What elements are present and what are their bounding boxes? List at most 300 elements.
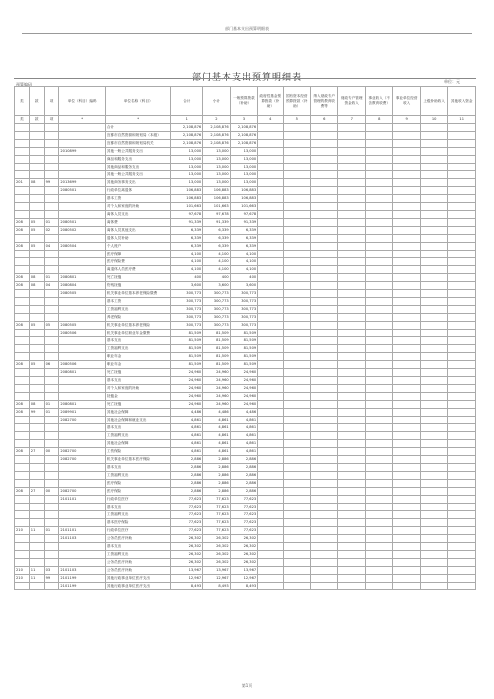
cell-empty <box>311 203 338 211</box>
cell-subtotal: 4,100 <box>203 250 230 258</box>
cell-sub <box>44 147 59 155</box>
cell-unit-name: 商品和服务支出 <box>105 155 171 163</box>
cell-empty <box>393 210 420 218</box>
cell-total: 81,509 <box>171 361 203 369</box>
cell-sub: 99 <box>44 179 59 187</box>
cell-general-budget: 13,000 <box>230 163 257 171</box>
cell-unit-code: 2082700 <box>59 456 106 464</box>
cell-empty <box>338 574 365 582</box>
cell-item <box>29 139 44 147</box>
cell-total: 4,100 <box>171 250 203 258</box>
cell-empty <box>420 345 447 353</box>
cell-unit-name: 养老保险 <box>105 313 171 321</box>
cell-unit-code: 2080506 <box>59 329 106 337</box>
cell-empty <box>311 210 338 218</box>
cell-empty <box>258 234 283 242</box>
cell-empty <box>393 566 420 574</box>
cell-empty <box>311 282 338 290</box>
cell-empty <box>448 558 476 566</box>
cell-empty <box>311 187 338 195</box>
cell-empty <box>393 527 420 535</box>
cell-general-budget: 2,886 <box>230 471 257 479</box>
cell-item <box>29 155 44 163</box>
cell-empty <box>365 155 392 163</box>
cell-subtotal: 6,339 <box>203 234 230 242</box>
cell-class <box>15 558 30 566</box>
cell-empty <box>258 242 283 250</box>
org-label: 预算编码 <box>16 82 32 87</box>
cell-class: 208 <box>15 408 30 416</box>
cell-subtotal: 97,678 <box>203 210 230 218</box>
cell-empty <box>311 329 338 337</box>
cell-unit-code: 2010899 <box>59 147 106 155</box>
cell-unit-name: 基本支出 <box>105 463 171 471</box>
cell-empty <box>311 266 338 274</box>
cell-empty <box>393 456 420 464</box>
cell-general-budget: 12,967 <box>230 574 257 582</box>
cell-empty <box>311 345 338 353</box>
cell-subtotal: 106,883 <box>203 187 230 195</box>
cell-empty <box>311 369 338 377</box>
cell-empty <box>338 535 365 543</box>
cell-empty <box>393 187 420 195</box>
cell-empty <box>311 487 338 495</box>
cell-empty <box>283 495 310 503</box>
cell-empty <box>283 566 310 574</box>
cell-item <box>29 550 44 558</box>
cell-empty <box>365 566 392 574</box>
cell-empty <box>393 313 420 321</box>
cell-unit-name: 工伤保险 <box>105 448 171 456</box>
cell-empty <box>311 574 338 582</box>
cell-unit-name: 医疗保障 <box>105 250 171 258</box>
cell-empty <box>393 266 420 274</box>
cell-empty <box>258 424 283 432</box>
cell-empty <box>365 313 392 321</box>
cell-unit-name: 工资福利支出 <box>105 345 171 353</box>
cell-item <box>29 353 44 361</box>
cell-sub <box>44 345 59 353</box>
cell-general-budget: 26,302 <box>230 550 257 558</box>
cell-unit-name: 离退休人员医疗费 <box>105 266 171 274</box>
cell-class <box>15 147 30 155</box>
cell-empty <box>311 519 338 527</box>
table-row <box>15 558 476 566</box>
cell-empty <box>338 440 365 448</box>
cell-total: 77,623 <box>171 503 203 511</box>
cell-empty <box>338 519 365 527</box>
cell-empty <box>365 471 392 479</box>
cell-empty <box>283 163 310 171</box>
cell-empty <box>283 329 310 337</box>
cell-empty <box>283 131 310 139</box>
cell-unit-code <box>59 203 106 211</box>
cell-class <box>15 131 30 139</box>
cell-general-budget: 8,493 <box>230 582 257 590</box>
cell-total: 77,623 <box>171 511 203 519</box>
cell-empty <box>420 226 447 234</box>
cell-empty <box>365 195 392 203</box>
cell-subtotal: 77,623 <box>203 527 230 535</box>
cell-class <box>15 479 30 487</box>
cell-unit-code <box>59 337 106 345</box>
cell-empty <box>420 440 447 448</box>
cell-empty <box>258 147 283 155</box>
cell-empty <box>420 392 447 400</box>
cell-empty <box>448 321 476 329</box>
cell-class <box>15 290 30 298</box>
cell-unit-code: 2101101 <box>59 495 106 503</box>
col-code: 2 <box>203 116 230 124</box>
cell-empty <box>448 234 476 242</box>
cell-unit-code <box>59 543 106 551</box>
cell-subtotal: 2,886 <box>203 463 230 471</box>
cell-empty <box>311 495 338 503</box>
cell-empty <box>338 290 365 298</box>
cell-subtotal: 26,302 <box>203 558 230 566</box>
cell-class <box>15 463 30 471</box>
cell-item <box>29 329 44 337</box>
cell-empty <box>311 179 338 187</box>
cell-total: 6,339 <box>171 226 203 234</box>
cell-general-budget: 2,886 <box>230 487 257 495</box>
cell-unit-name: 个人账户 <box>105 242 171 250</box>
cell-class <box>15 440 30 448</box>
cell-subtotal: 13,000 <box>203 147 230 155</box>
cell-empty <box>448 187 476 195</box>
cell-empty <box>311 242 338 250</box>
cell-general-budget: 13,000 <box>230 147 257 155</box>
cell-empty <box>420 408 447 416</box>
cell-empty <box>283 511 310 519</box>
cell-subtotal: 2,886 <box>203 456 230 464</box>
cell-empty <box>420 131 447 139</box>
cell-unit-name: 医疗保险 <box>105 479 171 487</box>
cell-empty <box>420 400 447 408</box>
cell-empty <box>311 131 338 139</box>
cell-subtotal: 77,623 <box>203 511 230 519</box>
cell-class <box>15 432 30 440</box>
cell-empty <box>365 543 392 551</box>
cell-sub <box>44 139 59 147</box>
cell-empty <box>393 234 420 242</box>
cell-empty <box>311 463 338 471</box>
cell-total: 81,509 <box>171 353 203 361</box>
cell-empty <box>283 266 310 274</box>
cell-empty <box>338 274 365 282</box>
cell-empty <box>365 179 392 187</box>
table-row <box>15 345 476 353</box>
cell-class <box>15 424 30 432</box>
budget-table <box>14 86 476 590</box>
cell-empty <box>283 361 310 369</box>
cell-empty <box>311 440 338 448</box>
cell-item <box>29 519 44 527</box>
cell-empty <box>420 290 447 298</box>
cell-subtotal: 81,509 <box>203 337 230 345</box>
cell-empty <box>448 566 476 574</box>
cell-empty <box>420 543 447 551</box>
cell-unit-name: 死亡抚恤 <box>105 274 171 282</box>
cell-unit-code: 2101103 <box>59 535 106 543</box>
cell-empty <box>365 139 392 147</box>
cell-item: 08 <box>29 400 44 408</box>
cell-empty <box>283 234 310 242</box>
cell-empty <box>365 329 392 337</box>
cell-empty <box>448 353 476 361</box>
cell-unit-name: 工资福利支出 <box>105 305 171 313</box>
cell-subtotal: 77,623 <box>203 519 230 527</box>
col-code: 9 <box>393 116 420 124</box>
col-total: 合计 <box>171 87 203 116</box>
cell-unit-name: 职业年金 <box>105 361 171 369</box>
cell-empty <box>258 471 283 479</box>
cell-total: 2,886 <box>171 479 203 487</box>
cell-unit-code: 2013699 <box>59 179 106 187</box>
cell-empty <box>393 147 420 155</box>
cell-empty <box>283 250 310 258</box>
cell-empty <box>338 377 365 385</box>
cell-unit-code: 2101101 <box>59 527 106 535</box>
table-row <box>15 210 476 218</box>
cell-unit-code: 2080505 <box>59 290 106 298</box>
cell-empty <box>448 210 476 218</box>
cell-empty <box>338 203 365 211</box>
cell-empty <box>393 440 420 448</box>
cell-class <box>15 535 30 543</box>
cell-empty <box>258 535 283 543</box>
cell-empty <box>311 424 338 432</box>
cell-empty <box>338 210 365 218</box>
cell-unit-code <box>59 131 106 139</box>
cell-empty <box>283 274 310 282</box>
cell-general-budget: 26,302 <box>230 543 257 551</box>
cell-empty <box>448 266 476 274</box>
cell-empty <box>283 139 310 147</box>
cell-empty <box>365 487 392 495</box>
cell-empty <box>393 503 420 511</box>
table-row <box>15 179 476 187</box>
cell-sub: 02 <box>44 226 59 234</box>
table-row <box>15 187 476 195</box>
table-row <box>15 313 476 321</box>
cell-empty <box>393 163 420 171</box>
cell-unit-name: 其他社会保障 <box>105 440 171 448</box>
cell-empty <box>338 321 365 329</box>
cell-total: 2,886 <box>171 471 203 479</box>
table-row <box>15 574 476 582</box>
cell-empty <box>283 487 310 495</box>
cell-unit-name: 退休人员补助 <box>105 234 171 242</box>
cell-empty <box>338 131 365 139</box>
table-row <box>15 321 476 329</box>
cell-empty <box>420 503 447 511</box>
cell-empty <box>258 369 283 377</box>
cell-subtotal: 24,960 <box>203 384 230 392</box>
cell-empty <box>365 416 392 424</box>
cell-sub: 05 <box>44 321 59 329</box>
cell-sub <box>44 353 59 361</box>
cell-empty <box>448 574 476 582</box>
cell-unit-code <box>59 305 106 313</box>
cell-general-budget: 81,509 <box>230 329 257 337</box>
header-rule <box>22 33 472 34</box>
table-row <box>15 582 476 590</box>
cell-item <box>29 392 44 400</box>
cell-empty <box>311 558 338 566</box>
cell-sub <box>44 511 59 519</box>
cell-unit-code <box>59 558 106 566</box>
cell-sub <box>44 582 59 590</box>
cell-unit-code <box>59 313 106 321</box>
cell-sub: 99 <box>44 574 59 582</box>
cell-total: 77,623 <box>171 527 203 535</box>
cell-empty <box>420 234 447 242</box>
cell-general-budget: 13,000 <box>230 179 257 187</box>
cell-empty <box>393 519 420 527</box>
cell-empty <box>283 218 310 226</box>
cell-empty <box>420 171 447 179</box>
cell-unit-code <box>59 511 106 519</box>
cell-class: 210 <box>15 574 30 582</box>
cell-empty <box>338 258 365 266</box>
cell-class <box>15 543 30 551</box>
cell-general-budget: 2,108,876 <box>230 124 257 132</box>
col-unit-name: 单位名称（科目） <box>105 87 171 116</box>
cell-item <box>29 369 44 377</box>
cell-empty <box>420 574 447 582</box>
cell-general-budget: 4,861 <box>230 432 257 440</box>
cell-unit-name: 机关事业单位职业年金缴费 <box>105 329 171 337</box>
cell-class <box>15 313 30 321</box>
cell-class <box>15 210 30 218</box>
cell-empty <box>448 179 476 187</box>
cell-total: 300,773 <box>171 313 203 321</box>
cell-empty <box>365 242 392 250</box>
cell-general-budget: 2,886 <box>230 463 257 471</box>
cell-class: 208 <box>15 218 30 226</box>
cell-empty <box>283 147 310 155</box>
cell-total: 4,100 <box>171 258 203 266</box>
cell-empty <box>365 163 392 171</box>
cell-empty <box>258 195 283 203</box>
cell-empty <box>393 131 420 139</box>
cell-sub: 01 <box>44 408 59 416</box>
cell-empty <box>338 353 365 361</box>
table-row <box>15 353 476 361</box>
cell-sub <box>44 337 59 345</box>
cell-class: 208 <box>15 487 30 495</box>
cell-general-budget: 2,886 <box>230 456 257 464</box>
cell-total: 2,108,876 <box>171 131 203 139</box>
cell-unit-code: 2080801 <box>59 369 106 377</box>
cell-class <box>15 234 30 242</box>
cell-subtotal: 2,886 <box>203 479 230 487</box>
cell-empty <box>338 487 365 495</box>
table-row <box>15 203 476 211</box>
cell-empty <box>420 432 447 440</box>
cell-empty <box>420 384 447 392</box>
table-row <box>15 432 476 440</box>
cell-empty <box>338 495 365 503</box>
cell-sub <box>44 250 59 258</box>
cell-item <box>29 290 44 298</box>
cell-empty <box>448 282 476 290</box>
table-row <box>15 392 476 400</box>
cell-empty <box>448 329 476 337</box>
cell-empty <box>448 543 476 551</box>
table-row <box>15 448 476 456</box>
cell-empty <box>338 558 365 566</box>
cell-subtotal: 6,339 <box>203 242 230 250</box>
cell-total: 97,678 <box>171 210 203 218</box>
cell-empty <box>283 519 310 527</box>
col-other-income: 其他收入资金 <box>448 87 476 116</box>
cell-item <box>29 424 44 432</box>
cell-empty <box>393 550 420 558</box>
cell-empty <box>258 543 283 551</box>
cell-empty <box>258 274 283 282</box>
cell-empty <box>338 463 365 471</box>
cell-empty <box>258 519 283 527</box>
cell-empty <box>420 463 447 471</box>
cell-general-budget: 4,100 <box>230 250 257 258</box>
cell-sub <box>44 203 59 211</box>
cell-empty <box>311 361 338 369</box>
cell-class <box>15 124 30 132</box>
cell-empty <box>283 195 310 203</box>
cell-sub <box>44 187 59 195</box>
cell-empty <box>258 124 283 132</box>
cell-empty <box>420 337 447 345</box>
cell-empty <box>420 511 447 519</box>
cell-item <box>29 503 44 511</box>
cell-total: 13,000 <box>171 147 203 155</box>
cell-sub: 01 <box>44 400 59 408</box>
cell-empty <box>258 384 283 392</box>
cell-sub <box>44 503 59 511</box>
col-code: 11 <box>448 116 476 124</box>
cell-empty <box>365 290 392 298</box>
cell-empty <box>258 321 283 329</box>
cell-empty <box>448 471 476 479</box>
cell-empty <box>448 377 476 385</box>
cell-empty <box>258 313 283 321</box>
cell-item <box>29 187 44 195</box>
cell-unit-code: 2101103 <box>59 566 106 574</box>
cell-empty <box>365 448 392 456</box>
cell-unit-code <box>59 210 106 218</box>
cell-empty <box>283 550 310 558</box>
cell-general-budget: 24,960 <box>230 369 257 377</box>
cell-unit-name: 其他商品和服务支出 <box>105 163 171 171</box>
cell-general-budget: 77,623 <box>230 527 257 535</box>
cell-empty <box>283 408 310 416</box>
cell-empty <box>283 463 310 471</box>
cell-empty <box>311 582 338 590</box>
cell-empty <box>311 479 338 487</box>
table-row <box>15 550 476 558</box>
cell-general-budget: 400 <box>230 274 257 282</box>
cell-general-budget: 300,773 <box>230 297 257 305</box>
cell-item: 11 <box>29 566 44 574</box>
cell-item <box>29 337 44 345</box>
cell-empty <box>258 139 283 147</box>
cell-empty <box>258 463 283 471</box>
cell-unit-code <box>59 503 106 511</box>
cell-empty <box>258 218 283 226</box>
cell-item <box>29 147 44 155</box>
